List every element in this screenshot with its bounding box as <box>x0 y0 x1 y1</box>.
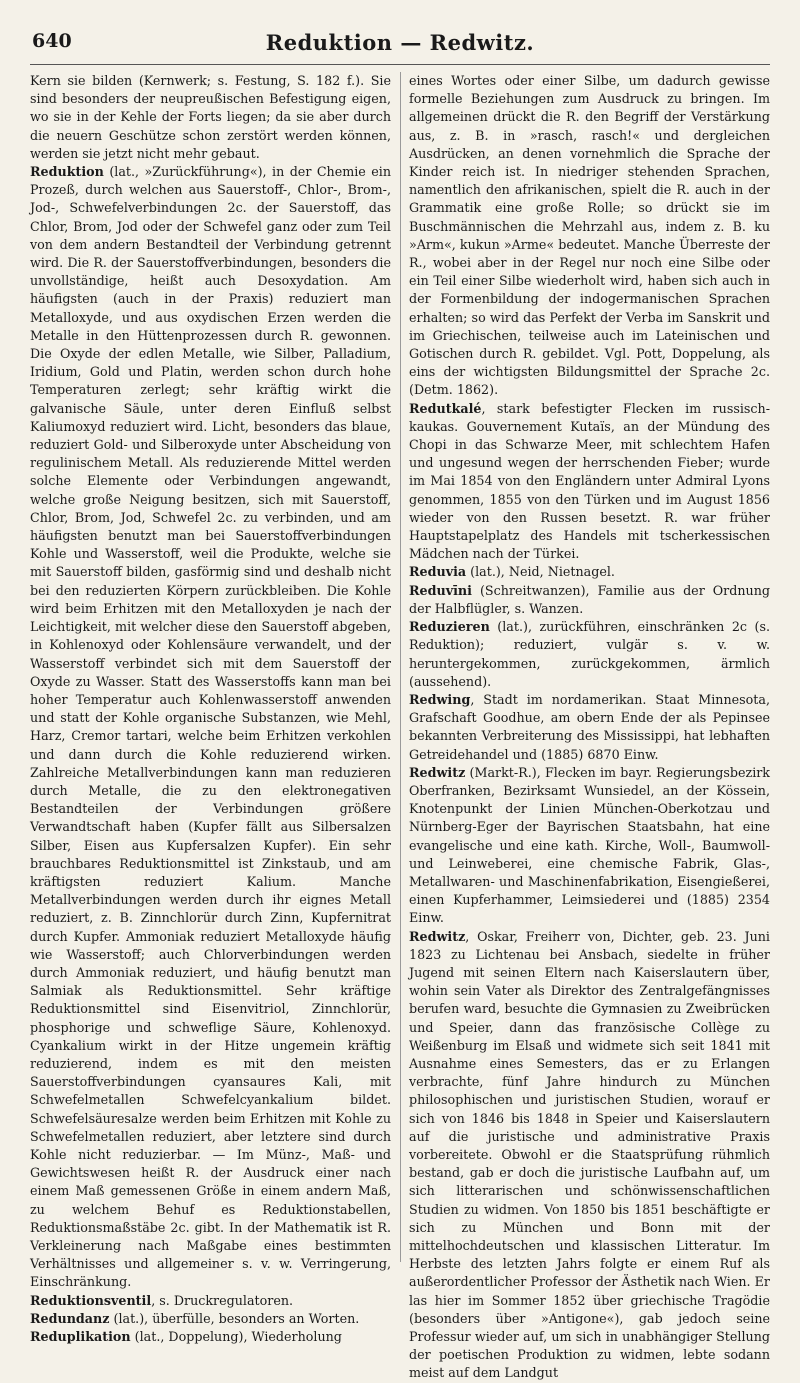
entry-redutkale <box>409 400 770 564</box>
entry-redwing <box>409 691 770 764</box>
entry-reduplikation <box>30 1328 391 1346</box>
right-column <box>409 72 770 1381</box>
entry-text: (lat., »Zurückführung«), in der Chemie ein Prozeß, durch welchen aus Sauerstoff-, Chlor-, Brom-, Jod-, Schwefelverbindungen 2c. der Sauerstoff, das Chlor, Brom, Jod oder der Schwefel ganz oder zum Teil von dem andern Bestandteil der Verbindung getrennt wird. Die R. der Sauerstoffverbindungen, besonders die unvollständige, heißt auch Desoxydation. Am häufigsten (auch in der Praxis) reduziert man Metalloxyde, und aus oxydischen Erzen werden die Metalle in den Hüttenprozessen durch R. gewonnen. Die Oxyde der edlen Metalle, wie Silber, Palladium, Iridium, Gold und Platin, werden schon durch hohe Temperaturen zerlegt; sehr kräftig wirkt die galvanische Säule, unter deren Einfluß selbst Kaliumoxyd reduziert wird. Licht, besonders das blaue, reduziert Gold- und Silberoxyde unter Abscheidung von regulinischem Metall. Als reduzierende Mittel werden solche Elemente oder Verbindungen angewandt, welche große Neigung besitzen, sich mit Sauerstoff, Chlor, Brom, Jod, Schwefel 2c. zu verbinden, und am häufigsten benutzt man bei Sauerstoffverbindungen Kohle und Wasserstoff, weil die Produkte, welche sie mit Sauerstoff bilden, gasförmig sind und deshalb nicht bei den reduzierten Körpern zurückbleiben. Die Kohle wird beim Erhitzen mit den Metalloxyden je nach der Leichtigkeit, mit welcher diese den Sauerstoff abgeben, in Kohlenoxyd oder Kohlensäure verwandelt, und der Wasserstoff verbindet sich mit dem Sauerstoff der Oxyde zu Wasser. Statt des Wasserstoffs kann man bei hoher Temperatur auch Kohlenwasserstoff anwenden und statt der Kohle organische Substanzen, wie Mehl, Harz, Cremor tartari, welche beim Erhitzen verkohlen und dann durch die Kohle reduzierend wirken. Zahlreiche Metallverbindungen kann man reduzieren durch Metalle, die zu den elektronegativen Bestandteilen der Verbindungen größere Verwandtschaft haben (Kupfer fällt aus Silbersalzen Silber, Eisen aus Kupfersalzen Kupfer). Ein sehr brauchbares Reduktionsmittel ist Zinkstaub, und am kräftigsten reduziert Kalium. Manche Metallverbindungen werden durch ihr eignes Metall reduziert, z. B. Zinnchlorür durch Zinn, Kupfernitrat durch Kupfer. Ammoniak reduziert Metalloxyde häufig wie Wasserstoff; auch Chlorverbindungen werden durch Ammoniak reduziert, und häufig benutzt man Salmiak als Reduktionsmittel. Sehr kräftige Reduktionsmittel sind Eisenvitriol, Zinnchlorür, phosphorige und schweflige Säure, Kohlenoxyd. Cyankalium wirkt in der Hitze ungemein kräftig reduzierend, indem es mit den meisten Sauerstoffverbindungen cyansaures Kali, mit Schwefelmetallen Schwefelcyankalium bildet. Schwefelsäuresalze werden beim Erhitzen mit Kohle zu Schwefelmetallen reduziert, aber letztere sind durch Kohle nicht reduzierbar. — Im Münz-, Maß- und Gewichtswesen heißt R. der Ausdruck einer nach einem Maß gemessenen Größe in einem andern Maß, zu welchem Behuf es Reduktionstabellen, Reduktionsmaßstäbe 2c. gibt. In der Mathematik ist R. Verkleinerung nach Maßgabe eines bestimmten Verhältnisses und allgemeiner s. v. w. Verringerung, Einschränkung. <box>30 164 391 1290</box>
entry-redwitz-town <box>409 764 770 928</box>
headword: Redwitz <box>409 928 466 944</box>
headword: Redutkalé <box>409 400 482 416</box>
entry-reduvini <box>409 582 770 618</box>
entry-text: , Oskar, Freiherr von, Dichter, geb. 23. Juni 1823 zu Lichtenau bei Ansbach, siedelte in früher Jugend mit seinen Eltern nach Kaiserslautern über, wohin sein Vater als Direktor des Zentralgefängnisses berufen ward, besuchte die Gymnasien zu Zweibrücken und Speier, dann das französische Collège zu Weißenburg im Elsaß und widmete sich seit 1841 mit Ausnahme eines Semesters, das er zu Erlangen verbrachte, fünf Jahre hindurch zu München philosophischen und juristischen Studien, worauf er sich von 1846 bis 1848 in Speier und Kaiserslautern auf die juristische und administrative Praxis vorbereitete. Obwohl er die Staatsprüfung rühmlich bestand, gab er doch die juristische Laufbahn auf, um sich litterarischen und schönwissenschaftlichen Studien zu widmen. Von 1850 bis 1851 beschäftigte er sich zu München und Bonn mit der mittelhochdeutschen und klassischen Litteratur. Im Herbste des letzten Jahrs folgte er einem Ruf als außerordentlicher Professor der Ästhetik nach Wien. Er las hier im Sommer 1852 über griechische Tragödie (besonders über »Antigone«), gab jedoch seine Professur wieder auf, um sich in unabhängiger Stellung der poetischen Produktion zu widmen, lebte sodann meist auf dem Landgut <box>409 928 770 1381</box>
headword: Reduvia <box>409 564 467 580</box>
entry-text: (Schreitwanzen), Familie aus der Ordnung der Halbflügler, s. Wanzen. <box>409 582 770 616</box>
entry-text: , s. Druckregulatoren. <box>151 1292 294 1308</box>
headword: Reduvīni <box>409 582 472 598</box>
page-header <box>30 30 770 65</box>
entry-text: Kern sie bilden (Kernwerk; s. Festung, S. 182 f.). Sie sind besonders der neupreußischen Befestigung eigen, wo sie in der Kehle der Forts liegen; da sie aber durch die neuern Geschütze schon zerstört werden können, werden sie jetzt nicht mehr gebaut. <box>30 73 391 161</box>
entry-continuation <box>30 72 391 163</box>
headword: Redwitz <box>409 764 466 780</box>
entry-reduzieren <box>409 618 770 691</box>
entry-text: eines Wortes oder einer Silbe, um dadurch gewisse formelle Beziehungen zum Ausdruck zu bringen. Im allgemeinen drückt die R. den Begriff der Verstärkung aus, z. B. in »rasch, rasch!« und dergleichen Ausdrücken, an denen vornehmlich die Sprache der Kinder reich ist. In niedriger stehenden Sprachen, namentlich den afrikanischen, spielt die R. auch in der Grammatik eine große Rolle; so drückt sie im Buschmännischen die Mehrzahl aus, indem z. B. ku »Arm«, kukun »Arme« bedeutet. Manche Überreste der R., wobei aber in der Regel nur noch eine Silbe oder ein Teil einer Silbe wiederholt wird, haben sich auch in der Formenbildung der indogermanischen Sprachen erhalten; so wird das Perfekt der Verba im Sanskrit und im Griechischen, teilweise auch im Lateinischen und Gotischen durch R. gebildet. Vgl. Pott, Doppelung, als eins der wichtigsten Bildungsmittel der Sprache 2c. (Detm. 1862). <box>409 73 770 398</box>
entry-text: (lat.), Neid, Nietnagel. <box>466 564 615 580</box>
entry-text: (Markt-R.), Flecken im bayr. Regierungsbezirk Oberfranken, Bezirksamt Wunsiedel, an der Kössein, Knotenpunkt der Linien München-Oberkotzau und Nürnberg-Eger der Bayrischen Staatsbahn, hat eine evangelische und eine kath. Kirche, Woll-, Baumwoll- und Leinweberei, eine chemische Fabrik, Glas-, Metallwaren- und Maschinenfabrikation, Eisengießerei, einen Kupferhammer, Leimsiederei und (1885) 2354 Einw. <box>409 764 770 926</box>
headword: Reduktionsventil <box>30 1292 152 1308</box>
headword: Reduktion <box>30 164 104 180</box>
headword: Redundanz <box>30 1310 110 1326</box>
entry-redwitz-person <box>409 928 770 1383</box>
headword: Redwing <box>409 691 471 707</box>
page-number: 640 <box>32 30 72 52</box>
entry-text: (lat.), zurückführen, einschränken 2c (s. Reduktion); reduziert, vulgär s. v. w. heruntergekommen, zurückgekommen, ärmlich (aussehend). <box>409 619 770 689</box>
text-columns <box>30 72 770 1381</box>
headword: Reduplikation <box>30 1329 131 1345</box>
entry-redundanz <box>30 1310 391 1328</box>
headword: Reduzieren <box>409 619 490 635</box>
column-divider <box>400 72 401 1262</box>
entry-continuation <box>409 72 770 400</box>
entry-text: , stark befestigter Flecken im russisch-kaukas. Gouvernement Kutaïs, an der Mündung des Chopi in das Schwarze Meer, mit schlechtem Hafen und ungesund wegen der herrschenden Fieber; wurde im Mai 1854 von den Engländern unter Admiral Lyons genommen, 1855 von den Türken und im August 1856 wieder von den Russen besetzt. R. war früher Hauptstapelplatz des Handels mit tscherkessischen Mädchen nach der Türkei. <box>409 400 770 562</box>
entry-reduktionsventil <box>30 1292 391 1310</box>
running-head: Reduktion — Redwitz. <box>265 30 535 55</box>
entry-text: , Stadt im nordamerikan. Staat Minnesota, Grafschaft Goodhue, am obern Ende der als Pepinsee bekannten Verbreiterung des Mississippi, hat lebhaften Getreidehandel und (1885) 6870 Einw. <box>409 691 770 762</box>
entry-reduvia <box>409 563 770 581</box>
entry-reduktion <box>30 163 391 1292</box>
entry-text: (lat., Doppelung), Wiederholung <box>130 1329 342 1345</box>
left-column <box>30 72 391 1345</box>
entry-text: (lat.), überfülle, besonders an Worten. <box>109 1310 360 1326</box>
